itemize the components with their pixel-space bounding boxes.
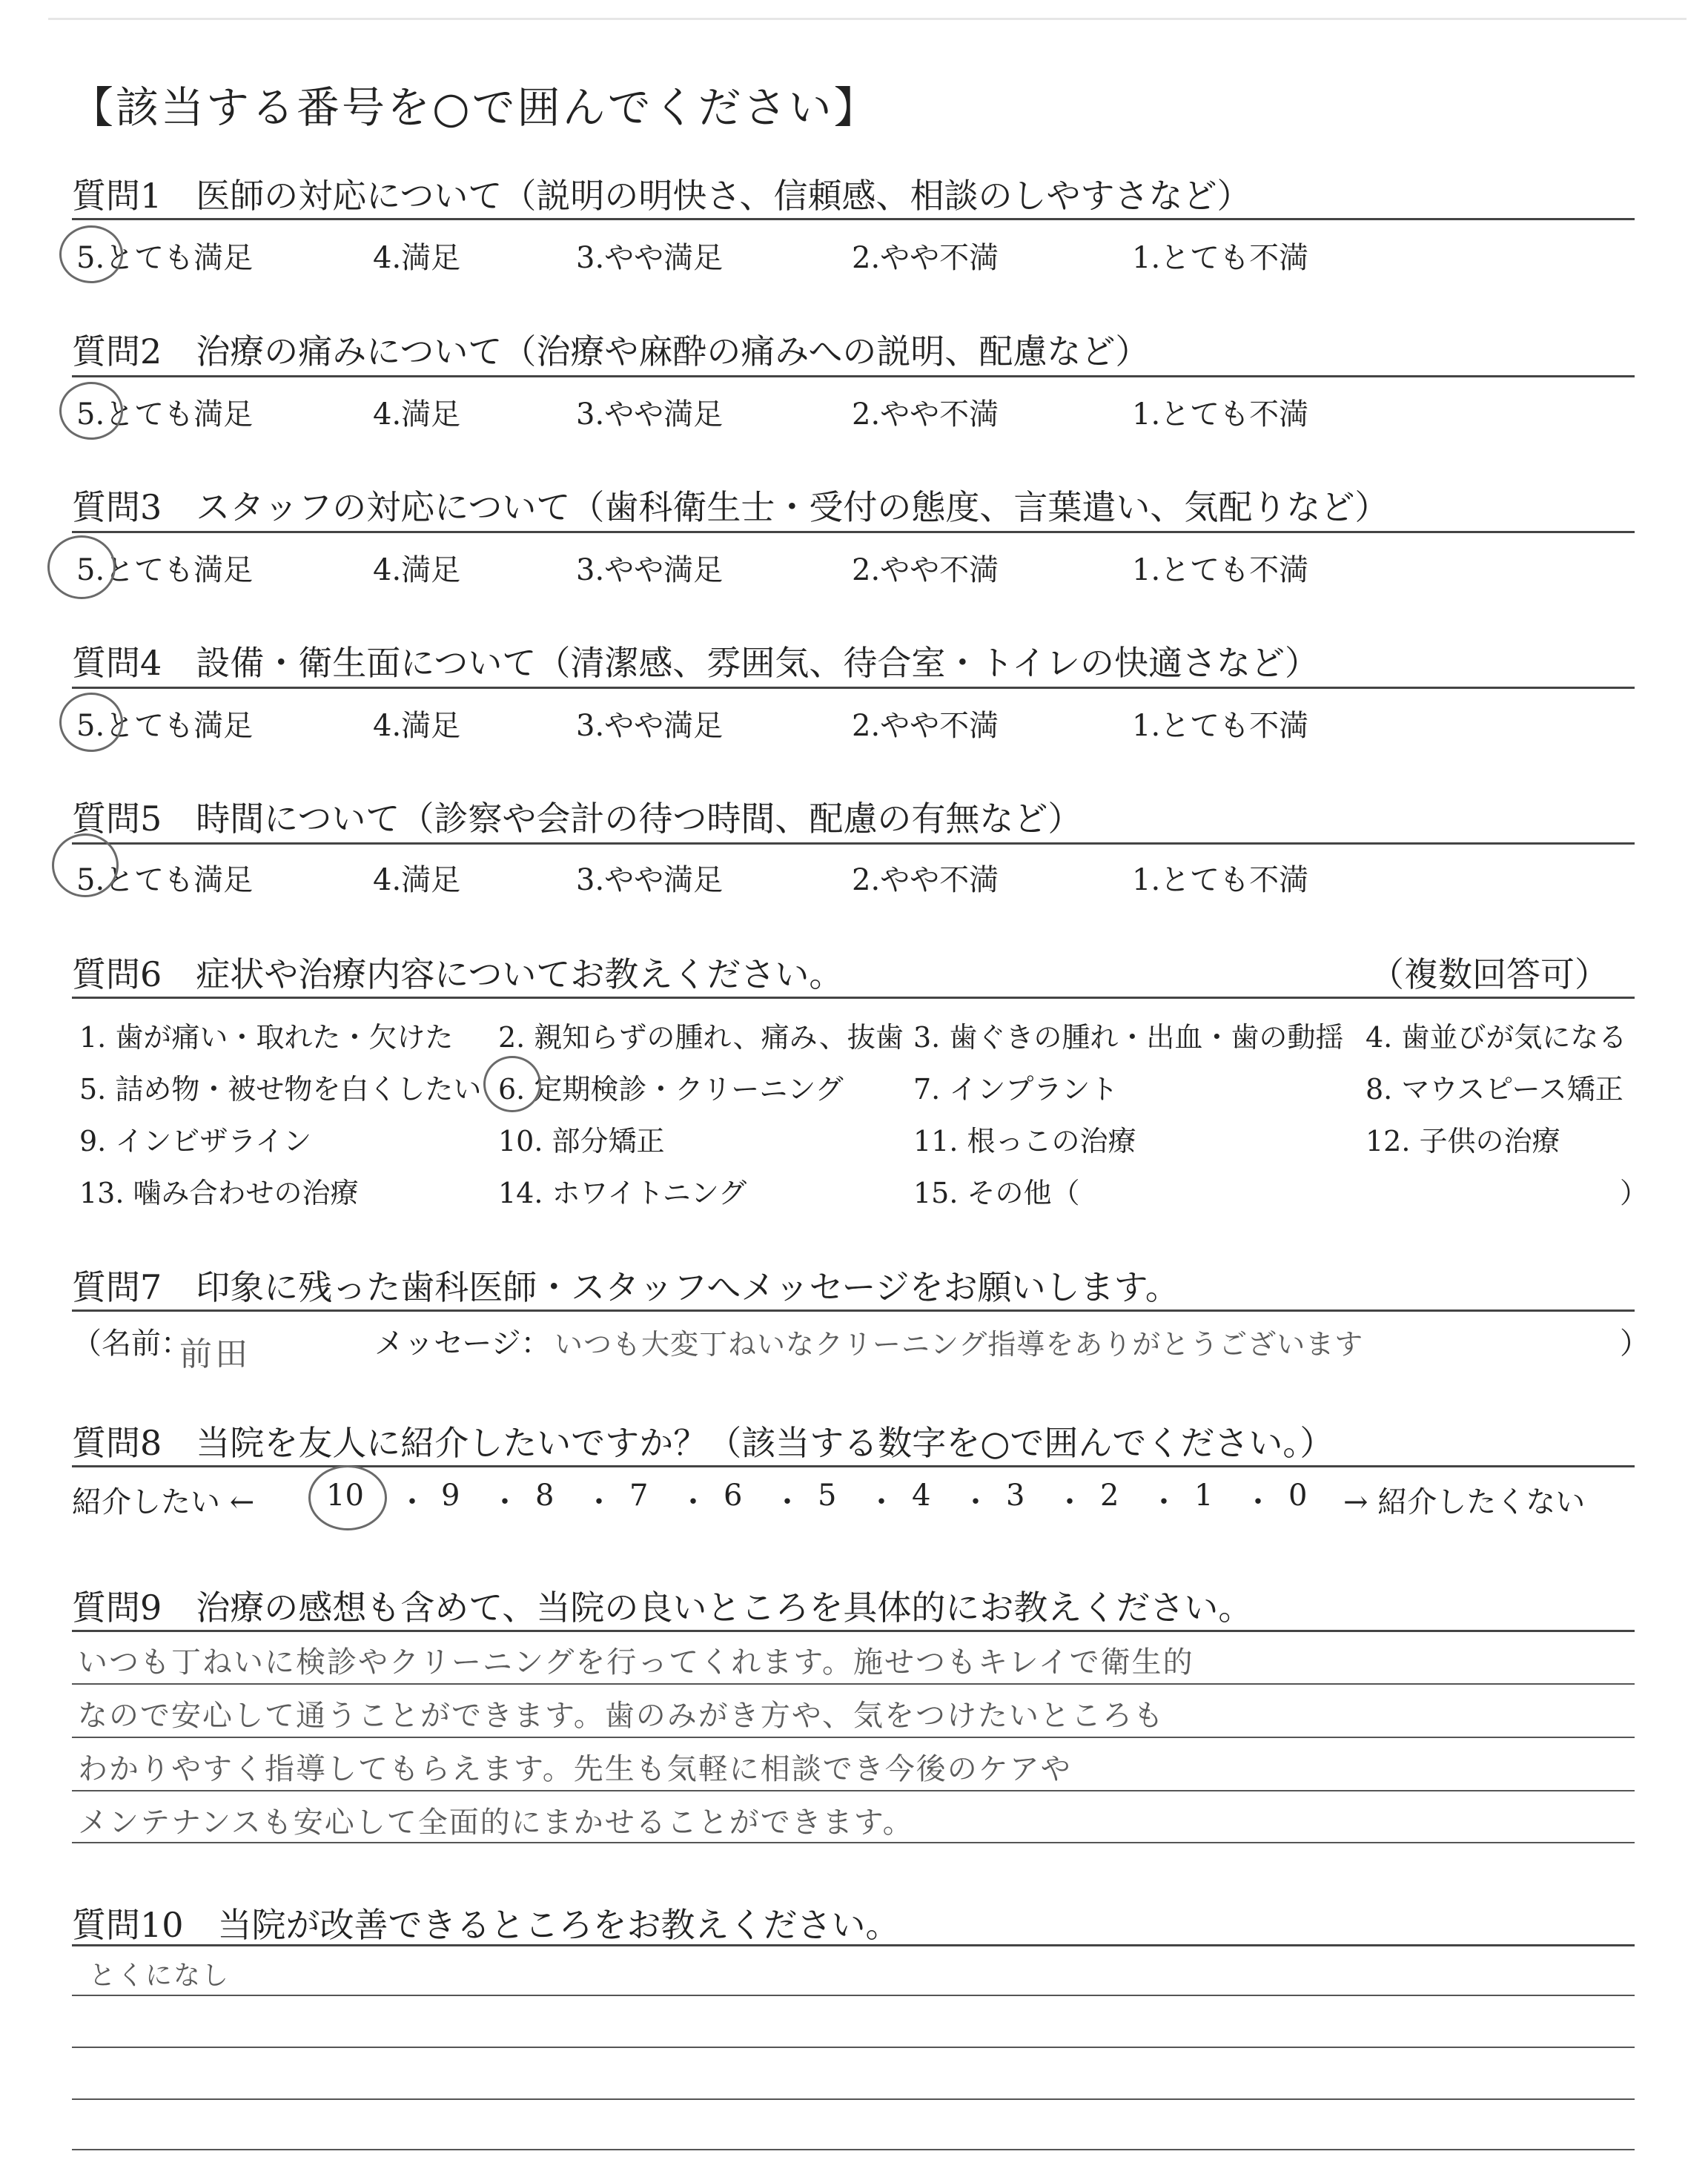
q4-option-5[interactable]: 5.とても満足: [76, 709, 254, 743]
q10-rule-4: [72, 2149, 1635, 2150]
q5-option-2[interactable]: 2.やや不満: [852, 863, 999, 897]
q7-message-value[interactable]: いつも大変丁ねいなクリーニング指導をありがとうございます: [555, 1328, 1364, 1361]
q8-dot: ・: [584, 1485, 614, 1519]
q9-rule-1: [72, 1683, 1635, 1685]
q6-item-1[interactable]: 1. 歯が痛い・取れた・欠けた: [79, 1021, 454, 1054]
q8-score-5[interactable]: 5: [818, 1479, 837, 1513]
question-10-rule: [72, 1944, 1635, 1946]
q8-dot: ・: [397, 1485, 427, 1519]
q1-option-4[interactable]: 4.満足: [373, 241, 461, 275]
q9-rule-4: [72, 1842, 1635, 1843]
q6-item-2[interactable]: 2. 親知らずの腫れ、痛み、抜歯: [498, 1021, 904, 1054]
q5-option-4[interactable]: 4.満足: [373, 863, 461, 897]
q1-option-2[interactable]: 2.やや不満: [852, 241, 999, 275]
q4-option-1[interactable]: 1.とても不満: [1132, 709, 1309, 743]
q9-rule-3: [72, 1790, 1635, 1791]
q6-other-close: ）: [1620, 1177, 1649, 1209]
q8-score-1[interactable]: 1: [1194, 1479, 1214, 1513]
q1-option-1[interactable]: 1.とても不満: [1132, 241, 1309, 275]
q8-dot: ・: [867, 1485, 896, 1519]
q3-option-4[interactable]: 4.満足: [373, 553, 461, 587]
q6-item-10[interactable]: 10. 部分矯正: [498, 1125, 665, 1157]
q3-option-5[interactable]: 5.とても満足: [76, 553, 254, 587]
question-4-rule: [72, 687, 1635, 689]
q4-selected-circle: [59, 693, 123, 752]
q10-rule-3: [72, 2098, 1635, 2100]
q3-selected-circle: [47, 535, 116, 599]
top-border: [48, 18, 1687, 20]
q5-selected-circle: [52, 833, 119, 897]
question-5-rule: [72, 842, 1635, 845]
question-1-rule: [72, 218, 1635, 220]
q7-name-value[interactable]: 前田: [179, 1335, 251, 1373]
q2-option-5[interactable]: 5.とても満足: [76, 397, 254, 432]
q6-item-3[interactable]: 3. 歯ぐきの腫れ・出血・歯の動揺: [913, 1021, 1344, 1054]
question-2-rule: [72, 375, 1635, 377]
q2-selected-circle: [59, 382, 123, 440]
q5-option-5[interactable]: 5.とても満足: [76, 863, 254, 897]
q1-option-5[interactable]: 5.とても満足: [76, 241, 254, 275]
q8-right-label: → 紹介したくない: [1343, 1485, 1586, 1519]
q9-answer-line-4[interactable]: メンテナンスも安心して全面的にまかせることができます。: [78, 1806, 914, 1840]
q8-score-0[interactable]: 0: [1288, 1479, 1308, 1513]
q6-item-6[interactable]: 6. 定期検診・クリーニング: [498, 1073, 844, 1106]
q9-answer-line-2[interactable]: なので安心して通うことができます。歯のみがき方や、気をつけたいところも: [78, 1699, 1165, 1733]
q6-item-14[interactable]: 14. ホワイトニング: [498, 1177, 747, 1209]
q6-item-12[interactable]: 12. 子供の治療: [1366, 1125, 1560, 1157]
question-4-title: 質問4 設備・衛生面について（清潔感、雰囲気、待合室・トイレの快適さなど）: [72, 643, 1320, 683]
q6-item-15[interactable]: 15. その他（: [913, 1177, 1080, 1209]
q4-option-4[interactable]: 4.満足: [373, 709, 461, 743]
q7-message-label: メッセージ：: [374, 1327, 551, 1361]
question-7-title: 質問7 印象に残った歯科医師・スタッフへメッセージをお願いします。: [72, 1267, 1179, 1307]
q4-option-3[interactable]: 3.やや満足: [576, 709, 724, 743]
q8-score-6[interactable]: 6: [724, 1479, 743, 1513]
q6-item-13[interactable]: 13. 噛み合わせの治療: [79, 1177, 359, 1209]
q8-dot: ・: [678, 1485, 708, 1519]
q6-item-4[interactable]: 4. 歯並びが気になる: [1366, 1021, 1627, 1054]
q8-dot: ・: [772, 1485, 802, 1519]
q8-score-2[interactable]: 2: [1100, 1479, 1119, 1513]
q6-item-5[interactable]: 5. 詰め物・被せ物を白くしたい: [79, 1073, 482, 1106]
q8-score-7[interactable]: 7: [629, 1479, 649, 1513]
question-3-rule: [72, 531, 1635, 533]
q8-dot: ・: [1149, 1485, 1179, 1519]
q2-option-1[interactable]: 1.とても不満: [1132, 397, 1309, 432]
q8-score-4[interactable]: 4: [912, 1479, 931, 1513]
q8-selected-circle: [308, 1465, 387, 1530]
q2-option-3[interactable]: 3.やや満足: [576, 397, 724, 432]
question-1-title: 質問1 医師の対応について（説明の明快さ、信頼感、相談のしやすさなど）: [72, 176, 1251, 216]
q8-dot: ・: [1243, 1485, 1273, 1519]
q9-rule-2: [72, 1737, 1635, 1738]
question-9-title: 質問9 治療の感想も含めて、当院の良いところを具体的にお教えください。: [72, 1588, 1253, 1628]
q3-option-2[interactable]: 2.やや不満: [852, 553, 999, 587]
q10-rule-2: [72, 2047, 1635, 2048]
question-2-title: 質問2 治療の痛みについて（治療や麻酔の痛みへの説明、配慮など）: [72, 331, 1150, 371]
question-6-title: 質問6 症状や治療内容についてお教えください。: [72, 954, 844, 994]
q8-score-8[interactable]: 8: [535, 1479, 555, 1513]
q6-selected-circle: [483, 1056, 541, 1112]
q6-item-11[interactable]: 11. 根っこの治療: [913, 1125, 1136, 1157]
question-6-note: （複数回答可）: [1370, 954, 1609, 994]
question-10-title: 質問10 当院が改善できるところをお教えください。: [72, 1905, 900, 1945]
question-5-title: 質問5 時間について（診察や会計の待つ時間、配慮の有無など）: [72, 799, 1082, 839]
q8-left-label: 紹介したい ←: [72, 1485, 255, 1519]
question-7-rule: [72, 1309, 1635, 1312]
question-8-title: 質問8 当院を友人に紹介したいですか？（該当する数字を○で囲んでください。）: [72, 1423, 1334, 1463]
q7-name-label: （名前：: [72, 1327, 191, 1361]
q6-item-8[interactable]: 8. マウスピース矯正: [1366, 1073, 1623, 1106]
q2-option-4[interactable]: 4.満足: [373, 397, 461, 432]
q9-answer-line-1[interactable]: いつも丁ねいに検診やクリーニングを行ってくれます。施せつもキレイで衛生的: [78, 1645, 1194, 1680]
q8-dot: ・: [1055, 1485, 1085, 1519]
q1-selected-circle: [59, 225, 123, 283]
q6-item-7[interactable]: 7. インプラント: [913, 1073, 1119, 1106]
q3-option-3[interactable]: 3.やや満足: [576, 553, 724, 587]
q8-score-3[interactable]: 3: [1006, 1479, 1025, 1513]
q10-rule-1: [72, 1995, 1635, 1996]
q4-option-2[interactable]: 2.やや不満: [852, 709, 999, 743]
q8-dot: ・: [490, 1485, 520, 1519]
q5-option-3[interactable]: 3.やや満足: [576, 863, 724, 897]
q10-answer[interactable]: とくになし: [89, 1961, 231, 1991]
question-8-rule: [72, 1465, 1635, 1467]
q8-dot: ・: [961, 1485, 990, 1519]
question-6-rule: [72, 997, 1635, 999]
q9-answer-line-3[interactable]: わかりやすく指導してもらえます。先生も気軽に相談でき今後のケアや: [78, 1752, 1072, 1786]
q8-score-9[interactable]: 9: [441, 1479, 460, 1513]
q3-option-1[interactable]: 1.とても不満: [1132, 553, 1309, 587]
q2-option-2[interactable]: 2.やや不満: [852, 397, 999, 432]
page-title: 【該当する番号を○で囲んでください】: [70, 82, 879, 133]
q7-close-paren: ）: [1620, 1327, 1649, 1361]
q6-item-9[interactable]: 9. インビザライン: [79, 1125, 312, 1157]
question-9-rule: [72, 1630, 1635, 1632]
question-3-title: 質問3 スタッフの対応について（歯科衛生士・受付の態度、言葉遣い、気配りなど）: [72, 487, 1389, 527]
q5-option-1[interactable]: 1.とても不満: [1132, 863, 1309, 897]
q1-option-3[interactable]: 3.やや満足: [576, 241, 724, 275]
q8-score-10[interactable]: 10: [326, 1479, 364, 1513]
